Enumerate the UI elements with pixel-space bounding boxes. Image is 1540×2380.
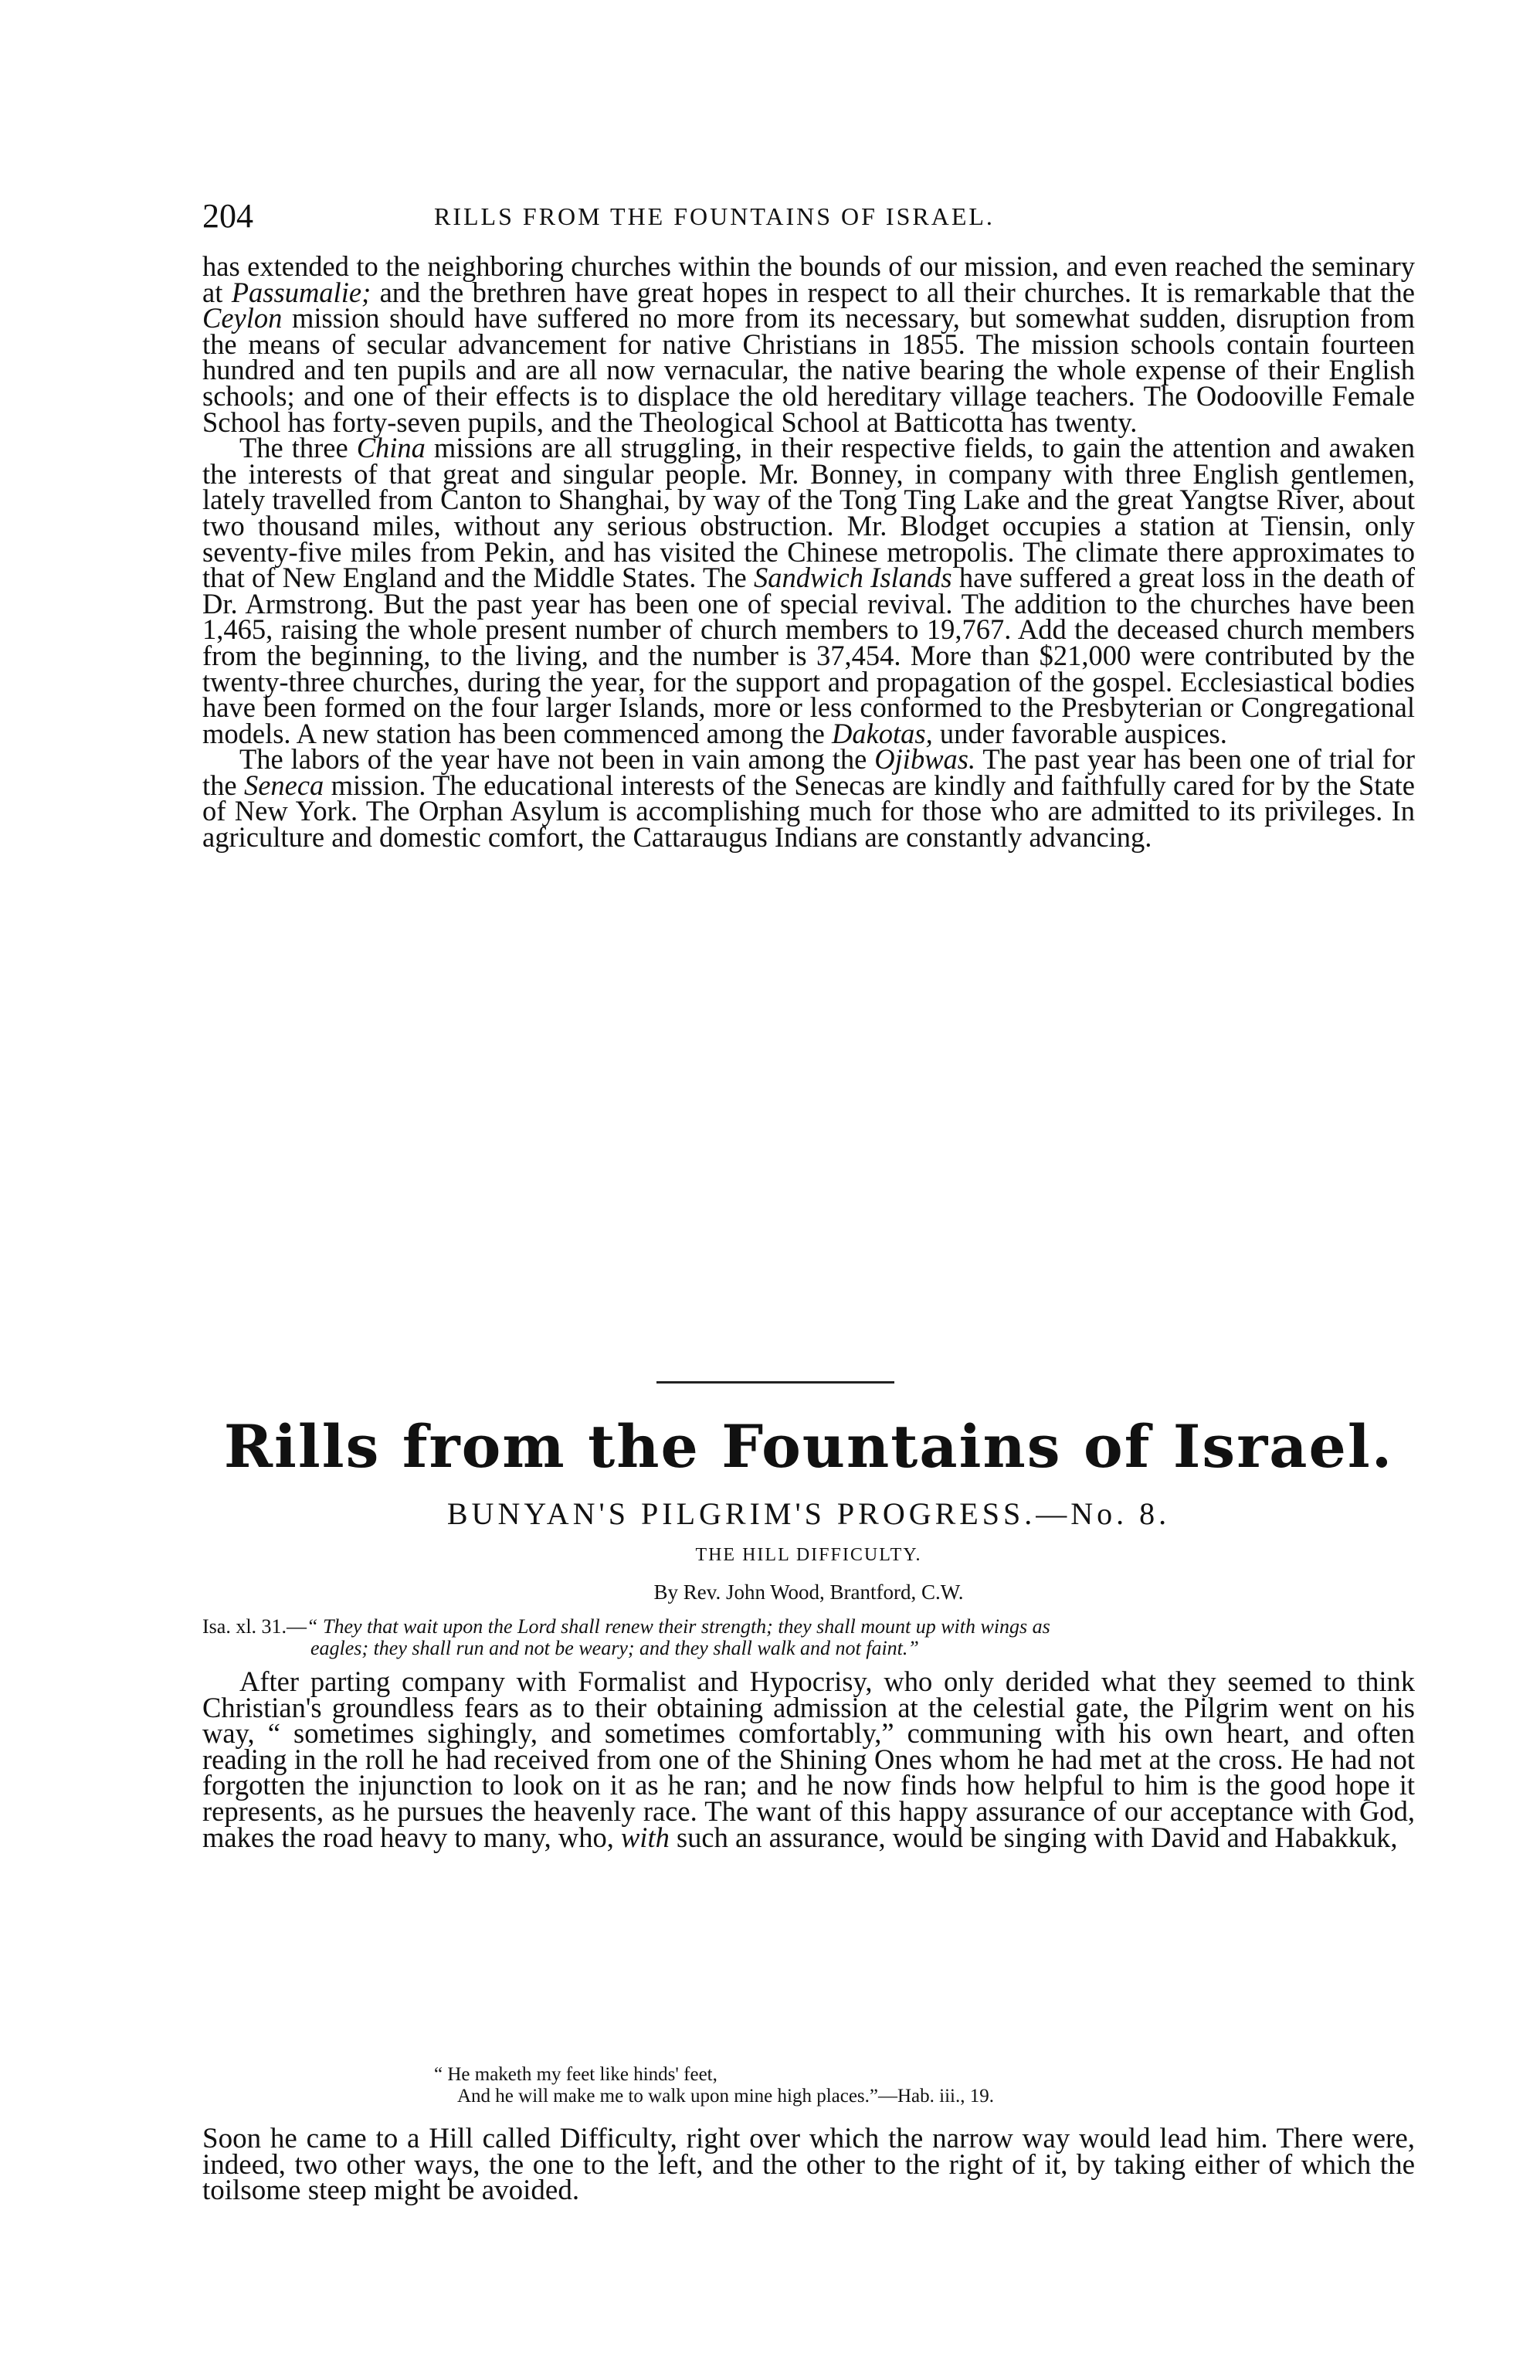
text-run: and the brethren have great hopes in respect to all their churches. It is remarkable that the bbox=[371, 276, 1416, 308]
paragraph bbox=[202, 432, 1415, 749]
text-run: has extended to the neighboring churches within the bounds of our mission, and even reached the seminary at bbox=[202, 250, 1415, 308]
italic-run: Ceylon bbox=[202, 302, 283, 334]
epigraph-text: “ They that wait upon the Lord shall renew their strength; they shall mount up with wings as bbox=[307, 1615, 1050, 1638]
italic-run: Sandwich Islands bbox=[754, 562, 952, 594]
paragraph bbox=[202, 1665, 1415, 1853]
verse-line: And he will make me to walk upon mine high places.”—Hab. iii., 19. bbox=[457, 2086, 994, 2107]
text-run: mission. The educational interests of the Senecas are kindly and faithfully cared for by the State of New York. The Orphan Asylum is accomplishing much for those who are admitted to its privileges. In agriculture and domestic comfort, the Cattaraugus Indians are constantly advancing. bbox=[202, 769, 1415, 854]
text-run: The labors of the year have not been in vain among the bbox=[239, 743, 875, 776]
section-divider bbox=[656, 1381, 894, 1384]
text-run: missions are all struggling, in their respective fields, to gain the attention and awaken the interests of that great and singular people. Mr. Bonney, in company with three English gentlemen, lately travelled from Canton to Shanghai, by way of the Tong Ting Lake and the great Yangtse River, about two thousand miles, without any serious obstruction. Mr. Blodget occupies a station at Tiensin, only seventy-five miles from Pekin, and has visited the Chinese metropolis. The climate there approximates to that of New England and the Middle States. The bbox=[202, 432, 1415, 594]
text-run: such an assurance, would be singing with David and Habakkuk, bbox=[669, 1821, 1398, 1853]
verse-quotation bbox=[202, 2064, 1415, 2107]
paragraph bbox=[202, 250, 1416, 438]
byline: By Rev. John Wood, Brantford, C.W. bbox=[653, 1580, 964, 1604]
italic-run: Passumalie; bbox=[231, 276, 371, 308]
text-run: have suffered a great loss in the death of Dr. Armstrong. But the past year has been one of special revival. The addition to the churches have been 1,465, raising the whole present number of church members to 19,767. Add the deceased church members from the beginning, to the living, and the number is 37,454. More than $21,000 were contributed by the twenty-three churches, during the year, for the support and propagation of the gospel. Ecclesiastical bodies have been formed on the four larger Islands, more or less conformed to the Presbyterian or Congregational models. A new station has been commenced among the bbox=[202, 562, 1415, 749]
text-run: under favorable auspices. bbox=[932, 717, 1227, 749]
verse-line: “ He maketh my feet like hinds' feet, bbox=[434, 2064, 717, 2085]
section-missions-text bbox=[202, 250, 1416, 854]
epigraph bbox=[202, 1616, 1415, 1659]
italic-run: Seneca bbox=[243, 769, 324, 801]
article-subtitle: BUNYAN'S PILGRIM'S PROGRESS.—No. 8. bbox=[446, 1496, 1171, 1531]
paragraph bbox=[202, 743, 1416, 854]
article-body-continued bbox=[202, 2123, 1415, 2207]
italic-run: China bbox=[356, 432, 426, 464]
paragraph: Soon he came to a Hill called Difficulty, right over which the narrow way would lead him. There were, indeed, two other ways, the one to the left, and the other to the right of it, by taking either of which the toilsome steep might be avoided. bbox=[202, 2123, 1415, 2207]
text-run: The past year has been one of trial for the bbox=[202, 743, 1416, 801]
text-run: mission should have suffered no more from its necessary, but somewhat sudden, disruption from the means of secular advancement for native Christians in 1855. The mission schools contain fourteen hundred and ten pupils and are all now vernacular, the native bearing the whole expense of their English schools; and one of their effects is to displace the old hereditary village teachers. The Oodooville Female School has forty-seven pupils, and the Theological School at Batticotta has twenty. bbox=[202, 302, 1415, 438]
epigraph-continuation: eagles; they shall run and not be weary; and they shall walk and not faint.” bbox=[310, 1637, 919, 1659]
running-head: RILLS FROM THE FOUNTAINS OF ISRAEL. bbox=[434, 202, 995, 230]
article-title: Rills from the Fountains of Israel. bbox=[223, 1412, 1394, 1481]
epigraph-reference: Isa. xl. 31.— bbox=[202, 1615, 307, 1638]
italic-run: Dakotas, bbox=[831, 717, 933, 749]
page-header bbox=[202, 196, 1438, 243]
italic-run: with bbox=[620, 1821, 670, 1853]
text-run: The three bbox=[239, 432, 357, 464]
text-run: After parting company with Formalist and Hypocrisy, who only derided what they seemed to think Christian's groundless fears as to their obtaining admission at the celestial gate, the Pilgrim went on his way, “ sometimes sighingly, and sometimes comfortably,” communing with his own heart, and often reading in the roll he had received from one of the Shining Ones whom he had met at the cross. He had not forgotten the injunction to look on it as he ran; and he now finds how helpful to him is the good hope it represents, as he pursues the heavenly race. The want of this happy assurance of our acceptance with God, makes the road heavy to many, who, bbox=[202, 1665, 1415, 1853]
italic-run: Ojibwas. bbox=[874, 743, 976, 776]
page-number: 204 bbox=[202, 197, 253, 235]
article-body bbox=[202, 1665, 1415, 1853]
section-title: THE HILL DIFFICULTY. bbox=[695, 1545, 922, 1565]
